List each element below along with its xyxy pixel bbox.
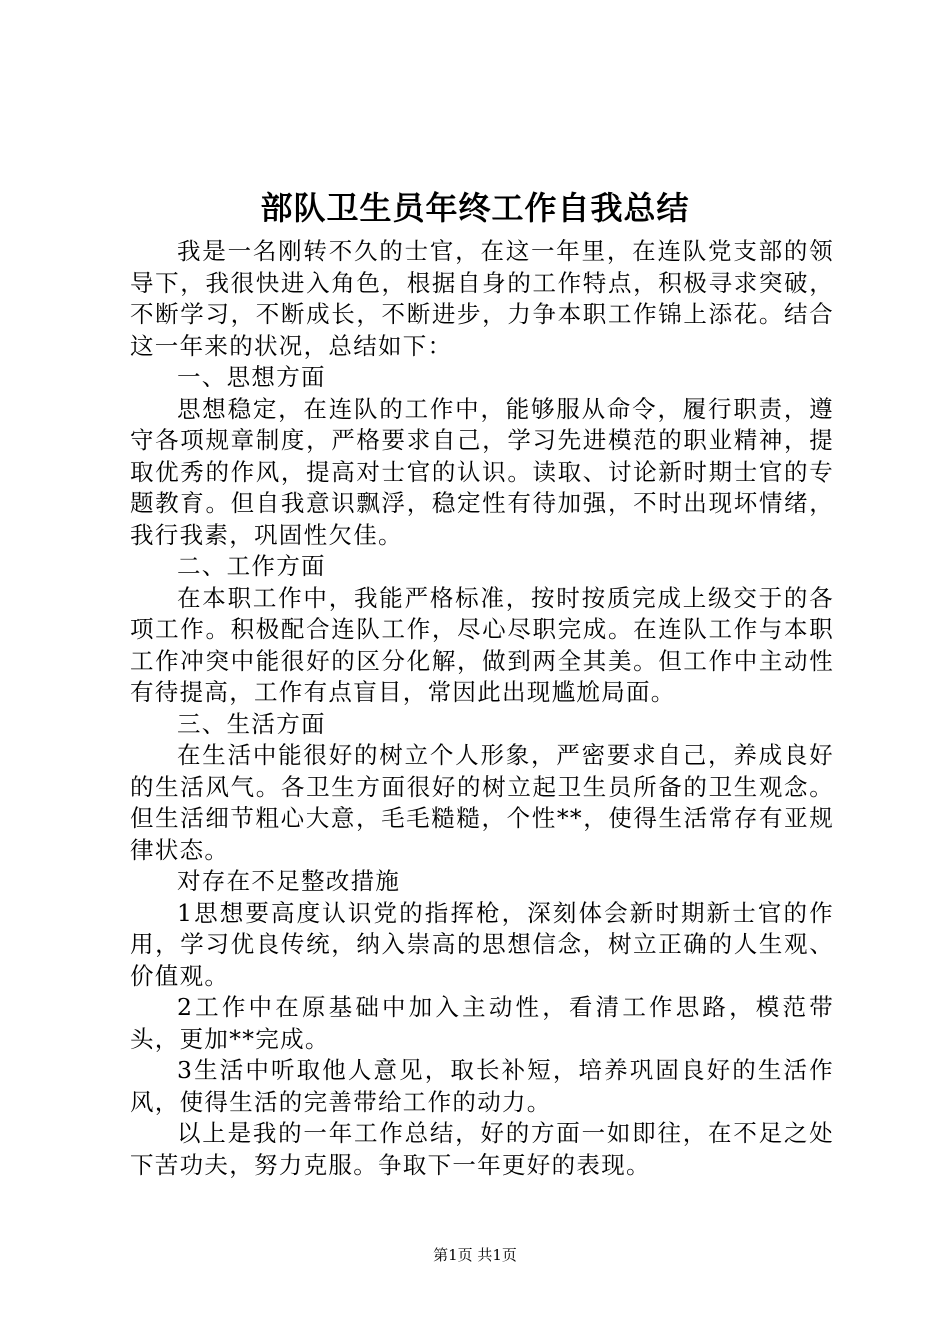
section-heading-work: 二、工作方面 [177, 552, 326, 580]
paragraph-measure-1: 1思想要高度认识党的指挥枪，深刻体会新时期新士官的作用，学习优良传统，纳入崇高的思想信念，树立正确的人生观、价值观。 [130, 898, 834, 990]
section-heading-thought: 一、思想方面 [177, 363, 326, 391]
paragraph-thought: 思想稳定，在连队的工作中，能够服从命令，履行职责，遵守各项规章制度，严格要求自己，学习先进模范的职业精神，提取优秀的作风，提高对士官的认识。读取、讨论新时期士官的专题教育。但自我意识飘浮，稳定性有待加强，不时出现坏情绪，我行我素，巩固性欠佳。 [130, 394, 834, 549]
document-title: 部队卫生员年终工作自我总结 [260, 189, 690, 227]
section-heading-measures: 对存在不足整改措施 [177, 867, 401, 895]
paragraph-conclusion: 以上是我的一年工作总结，好的方面一如即往，在不足之处下苦功夫，努力克服。争取下一年更好的表现。 [130, 1119, 834, 1179]
paragraph-life: 在生活中能很好的树立个人形象，严密要求自己，养成良好的生活风气。各卫生方面很好的树立起卫生员所备的卫生观念。但生活细节粗心大意，毛毛糙糙，个性**，使得生活常存有亚规律状态。 [130, 741, 834, 864]
paragraph-intro: 我是一名刚转不久的士官，在这一年里，在连队党支部的领导下，我很快进入角色，根据自身的工作特点，积极寻求突破，不断学习，不断成长，不断进步，力争本职工作锦上添花。结合这一年来的状况，总结如下： [130, 237, 834, 360]
page-footer: 第1页 共1页 [433, 1246, 517, 1264]
document-body [130, 236, 834, 1181]
section-heading-life: 三、生活方面 [177, 709, 326, 738]
paragraph-work: 在本职工作中，我能严格标准，按时按质完成上级交于的各项工作。积极配合连队工作，尽心尽职完成。在连队工作与本职工作冲突中能很好的区分化解，做到两全其美。但工作中主动性有待提高，工作有点盲目，常因此出现尴尬局面。 [130, 583, 834, 706]
paragraph-measure-2: 2工作中在原基础中加入主动性，看清工作思路，模范带头，更加**完成。 [130, 993, 834, 1053]
paragraph-measure-3: 3生活中听取他人意见，取长补短，培养巩固良好的生活作风，使得生活的完善带给工作的动力。 [130, 1056, 834, 1116]
